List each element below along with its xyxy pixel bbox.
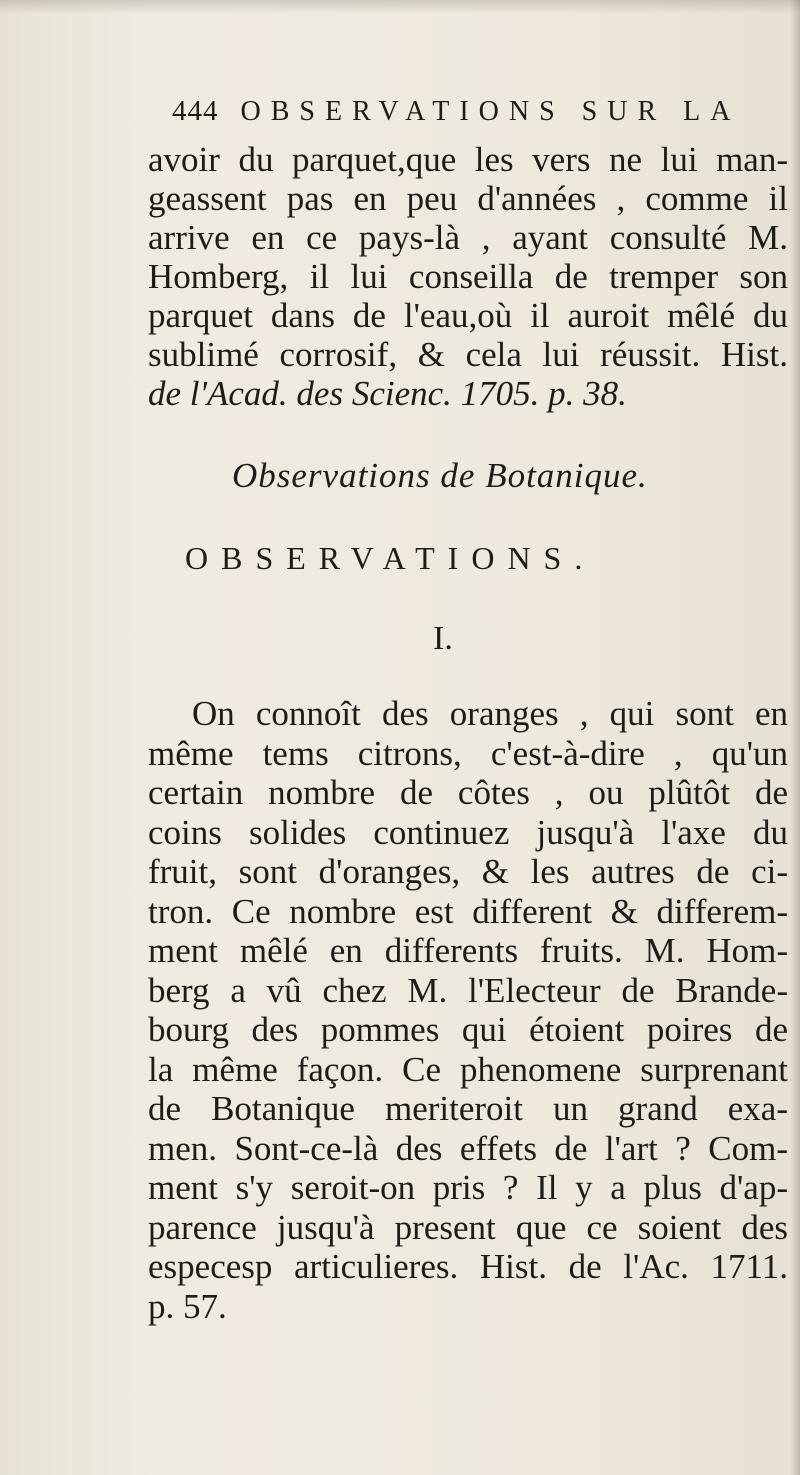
text-line: parquet dans de l'eau,où il auroit mêlé du — [148, 296, 788, 335]
page-reference-line: p. 57. — [148, 1286, 227, 1326]
citation-line: especesp articulieres. Hist. de l'Ac. 1711. — [148, 1247, 788, 1286]
text-line: men. Sont-ce-là des effets de l'art ? Com- — [148, 1128, 788, 1168]
text-line: ment mêlé en differents fruits. M. Hom- — [148, 931, 788, 970]
text-line: sublimé corrosif, & cela lui réussit. Hist. — [148, 335, 788, 374]
text-line: même tems citrons, c'est-à-dire , qu'un — [148, 733, 788, 773]
text-line: Homberg, il lui conseilla de tremper son — [148, 257, 788, 296]
text-line: parence jusqu'à present que ce soient des — [148, 1207, 788, 1247]
observation-numeral: I. — [433, 620, 453, 657]
text-line: fruit, sont d'oranges, & les autres de ci- — [148, 852, 788, 891]
text-line: ment s'y seroit-on pris ? Il y a plus d'ap- — [148, 1168, 788, 1207]
text-line: la même façon. Ce phenomene surprenant — [148, 1049, 788, 1089]
page-gutter-shadow — [790, 0, 800, 1475]
text-line: coins solides continuez jusqu'à l'axe du — [148, 812, 788, 852]
text-line: On connoît des oranges , qui sont en — [192, 694, 788, 733]
text-line: arrive en ce pays-là , ayant consulté M. — [148, 218, 788, 257]
paragraph-hombergs-parquet — [148, 140, 788, 413]
running-title: OBSERVATIONS SUR LA — [240, 96, 741, 127]
text-line: tron. Ce nombre est different & differem- — [148, 891, 788, 931]
page-top-shadow — [0, 0, 800, 14]
text-line: bourg des pommes qui étoient poires de — [148, 1010, 788, 1049]
text-line: berg a vû chez M. l'Electeur de Brande- — [148, 970, 788, 1010]
text-line: avoir du parquet,que les vers ne lui man- — [148, 140, 788, 179]
paragraph-oranges-citrons — [148, 694, 788, 1326]
page-number: 444 — [172, 95, 219, 127]
text-line: de Botanique meriteroit un grand exa- — [148, 1089, 788, 1128]
section-title: Observations de Botanique. — [232, 456, 648, 495]
text-line: geassent pas en peu d'années , comme il — [148, 179, 788, 218]
text-line: certain nombre de côtes , ou plûtôt de — [148, 773, 788, 812]
section-subtitle: OBSERVATIONS. — [185, 540, 596, 576]
citation-line: de l'Acad. des Scienc. 1705. p. 38. — [148, 374, 627, 413]
running-head — [172, 95, 742, 139]
